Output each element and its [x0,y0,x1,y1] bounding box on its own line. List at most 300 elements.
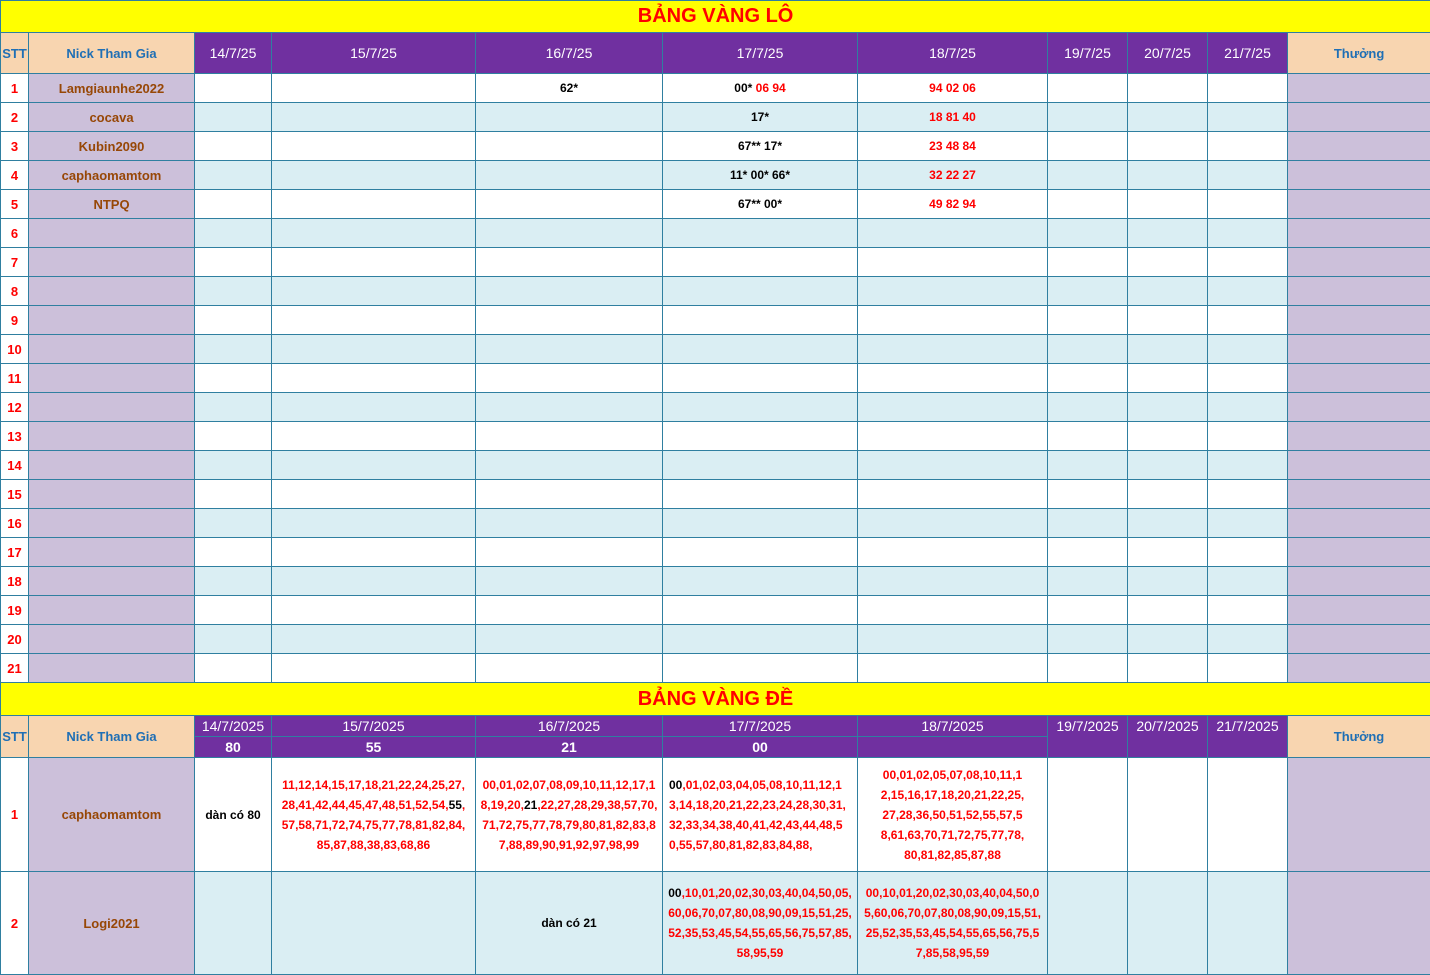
lo-table-row [1,451,1430,480]
de-cell-18: 00,10,01,20,02,30,03,40,04,50,05,60,06,70,07,80,08,90,09,15,51,25,52,35,53,45,54,55,65,56,75,57,85,58,95,59 [858,872,1048,975]
de-nick-header: Nick Tham Gia [29,716,195,758]
de-cell-16-b: ,22,27,28,29,38,57,70,71,72,75,77,78,79,80,81,82,83,87,88,89,90,91,92,97,98,99 [482,797,658,852]
lo-table-row [1,509,1430,538]
lo-cell-20 [1128,567,1208,596]
de-cell-16-hit: 21 [523,797,538,812]
lo-cell-16 [476,248,663,277]
lo-reward-cell [1288,538,1430,567]
lo-cell-19 [1048,567,1128,596]
lo-row-stt: 7 [1,248,29,277]
lo-row-stt: 17 [1,538,29,567]
lo-reward-cell [1288,509,1430,538]
lo-cell-16 [476,480,663,509]
lo-cell-20 [1128,277,1208,306]
lo-cell-21 [1208,451,1288,480]
lo-row-stt: 6 [1,219,29,248]
lo-cell-20 [1128,364,1208,393]
lo-cell-18 [858,451,1048,480]
lo-cell-16 [476,393,663,422]
lo-cell-15 [272,74,476,103]
lo-reward-cell [1288,393,1430,422]
lo-cell-16 [476,538,663,567]
lo-row-stt: 19 [1,596,29,625]
lo-row-stt: 12 [1,393,29,422]
lo-cell-14 [195,509,272,538]
lo-cell-17 [663,335,858,364]
lo-cell-17 [663,248,858,277]
de-cell-15-a: 11,12,14,15,17,18,21,22,24,25,27,28,41,42,44,45,47,48,51,52,54, [281,777,465,812]
lo-row-nick [29,480,195,509]
lo-table-row [1,654,1430,683]
lo-cell-19 [1048,393,1128,422]
lo-cell-16 [476,654,663,683]
de-cell-19 [1048,758,1128,872]
lo-cell-17-black: 11* 00* 66* [729,168,791,182]
lo-row-stt: 1 [1,74,29,103]
lo-cell-14 [195,422,272,451]
lo-cell-14 [195,364,272,393]
lo-cell-18 [858,625,1048,654]
lo-cell-19 [1048,306,1128,335]
lo-cell-21 [1208,509,1288,538]
lo-row-stt: 16 [1,509,29,538]
lo-cell-15 [272,480,476,509]
lo-row-nick: caphaomamtom [29,161,195,190]
lo-row-nick [29,538,195,567]
lo-cell-20 [1128,422,1208,451]
lo-row-stt: 20 [1,625,29,654]
lo-table-row [1,393,1430,422]
lo-cell-14 [195,567,272,596]
lo-cell-17 [663,422,858,451]
lo-cell-15 [272,596,476,625]
lo-cell-20 [1128,480,1208,509]
lo-cell-16 [476,306,663,335]
lo-cell-18 [858,596,1048,625]
de-cell-16: dàn có 21 [476,872,663,975]
lo-cell-20 [1128,393,1208,422]
de-title: BẢNG VÀNG ĐỀ [1,683,1430,716]
de-date-header: 14/7/2025 [195,716,272,737]
lo-cell-18: 49 82 94 [858,190,1048,219]
lo-cell-20 [1128,451,1208,480]
lo-cell-21 [1208,364,1288,393]
lo-cell-17 [663,538,858,567]
de-result: 00 [663,737,858,758]
lo-cell-17 [663,364,858,393]
lo-reward-cell [1288,248,1430,277]
de-result [858,737,1048,758]
lo-table-row [1,277,1430,306]
de-date-header: 15/7/2025 [272,716,476,737]
lo-table-row [1,364,1430,393]
de-cell-19 [1048,872,1128,975]
de-cell-17 [663,758,858,872]
lo-date-header: 14/7/25 [195,33,272,74]
de-cell-17-hit: 00 [668,886,682,900]
lo-cell-16 [476,219,663,248]
lo-row-nick [29,654,195,683]
lo-cell-19 [1048,190,1128,219]
lo-cell-16 [476,509,663,538]
lo-row-nick [29,567,195,596]
lo-cell-18: 94 02 06 [858,74,1048,103]
lo-cell-15 [272,567,476,596]
lo-cell-15 [272,538,476,567]
de-cell-18: 00,01,02,05,07,08,10,11,12,15,16,17,18,20,21,22,25,27,28,36,50,51,52,55,57,58,61,63,70,71,72,75,77,78,80,81,82,85,87,88 [858,758,1048,872]
de-date-header: 18/7/2025 [858,716,1048,737]
lo-cell-20 [1128,509,1208,538]
lo-cell-16 [476,132,663,161]
lo-reward-cell [1288,625,1430,654]
lo-reward-cell [1288,335,1430,364]
de-date-header: 19/7/2025 [1048,716,1128,758]
de-row-nick: Logi2021 [29,872,195,975]
lo-cell-17 [663,190,858,219]
lo-cell-17-black: 67** 00* [737,197,783,211]
lo-cell-15 [272,306,476,335]
lo-reward-cell [1288,219,1430,248]
lo-cell-19 [1048,422,1128,451]
lo-table-row [1,248,1430,277]
de-reward-cell [1288,758,1430,872]
lo-cell-21 [1208,190,1288,219]
lo-date-header: 17/7/25 [663,33,858,74]
lo-reward-cell [1288,422,1430,451]
lo-row-stt: 18 [1,567,29,596]
lo-date-header: 19/7/25 [1048,33,1128,74]
lo-cell-20 [1128,190,1208,219]
lo-row-nick [29,451,195,480]
lo-cell-17 [663,509,858,538]
lo-cell-21 [1208,393,1288,422]
lo-row-stt: 11 [1,364,29,393]
lo-cell-15 [272,103,476,132]
lo-cell-17 [663,277,858,306]
lo-cell-14 [195,132,272,161]
lo-cell-14 [195,480,272,509]
lo-cell-17 [663,393,858,422]
lo-cell-21 [1208,103,1288,132]
lo-cell-21 [1208,132,1288,161]
lo-reward-cell [1288,451,1430,480]
lo-cell-17 [663,654,858,683]
lo-stt-header: STT [1,33,29,74]
lo-row-nick [29,422,195,451]
lo-row-stt: 4 [1,161,29,190]
lo-table-row [1,219,1430,248]
lo-cell-20 [1128,335,1208,364]
de-row-stt: 2 [1,872,29,975]
lo-cell-19 [1048,596,1128,625]
lo-cell-17 [663,219,858,248]
lo-date-header: 16/7/25 [476,33,663,74]
lo-table-row [1,625,1430,654]
lo-row-stt: 5 [1,190,29,219]
lo-cell-17 [663,596,858,625]
lo-table-row [1,306,1430,335]
lo-cell-18 [858,538,1048,567]
lo-cell-14 [195,596,272,625]
de-reward-header: Thưởng [1288,716,1430,758]
lo-reward-cell [1288,596,1430,625]
lo-cell-17 [663,451,858,480]
lo-row-stt: 9 [1,306,29,335]
de-table [0,682,1430,975]
lo-cell-18 [858,654,1048,683]
de-cell-17 [663,872,858,975]
lo-cell-18 [858,335,1048,364]
lo-cell-21 [1208,277,1288,306]
lo-reward-cell [1288,654,1430,683]
lo-cell-14 [195,306,272,335]
lo-cell-14 [195,103,272,132]
lo-cell-20 [1128,625,1208,654]
lo-row-stt: 21 [1,654,29,683]
lo-cell-15 [272,422,476,451]
lo-table-row [1,161,1430,190]
lo-cell-19 [1048,509,1128,538]
de-date-header: 21/7/2025 [1208,716,1288,758]
lo-cell-19 [1048,480,1128,509]
lo-cell-19 [1048,132,1128,161]
lo-cell-18 [858,277,1048,306]
de-cell-16 [476,758,663,872]
lo-date-header: 18/7/25 [858,33,1048,74]
lo-cell-16 [476,422,663,451]
lo-cell-17 [663,132,858,161]
lo-cell-19 [1048,451,1128,480]
lo-table-row [1,74,1430,103]
lo-cell-16 [476,596,663,625]
lo-row-nick: Lamgiaunhe2022 [29,74,195,103]
lo-table-row [1,538,1430,567]
lo-cell-19 [1048,538,1128,567]
lo-row-nick: cocava [29,103,195,132]
lo-cell-18 [858,480,1048,509]
lo-cell-15 [272,248,476,277]
lo-table-row [1,480,1430,509]
lo-title: BẢNG VÀNG LÔ [1,1,1430,33]
lo-cell-16 [476,103,663,132]
lo-cell-21 [1208,567,1288,596]
lo-cell-20 [1128,248,1208,277]
de-result: 21 [476,737,663,758]
lo-cell-21 [1208,422,1288,451]
lo-reward-cell [1288,306,1430,335]
lo-reward-cell [1288,277,1430,306]
lo-date-header: 21/7/25 [1208,33,1288,74]
lo-cell-20 [1128,103,1208,132]
lo-cell-17 [663,74,858,103]
lo-row-stt: 15 [1,480,29,509]
lo-reward-cell [1288,132,1430,161]
lo-cell-14 [195,625,272,654]
lo-row-nick [29,306,195,335]
lo-row-nick [29,248,195,277]
lo-row-stt: 13 [1,422,29,451]
lo-cell-15 [272,654,476,683]
lo-row-stt: 3 [1,132,29,161]
lo-table-row [1,190,1430,219]
lo-table-row [1,596,1430,625]
lo-reward-header: Thưởng [1288,33,1430,74]
lo-cell-19 [1048,74,1128,103]
lo-cell-14 [195,190,272,219]
lo-cell-17-black: 67** 17* [737,139,783,153]
lo-cell-18 [858,364,1048,393]
lo-cell-21 [1208,335,1288,364]
lo-table-row [1,335,1430,364]
lo-cell-14 [195,248,272,277]
lo-cell-15 [272,132,476,161]
lo-cell-18 [858,248,1048,277]
lo-cell-16 [476,161,663,190]
lo-cell-19 [1048,625,1128,654]
lo-reward-cell [1288,567,1430,596]
lo-cell-21 [1208,306,1288,335]
lo-cell-17-black: 17* [750,110,770,124]
de-date-header: 20/7/2025 [1128,716,1208,758]
lo-cell-19 [1048,364,1128,393]
lo-cell-16 [476,277,663,306]
lo-cell-16 [476,190,663,219]
lo-row-nick [29,393,195,422]
lo-cell-18 [858,219,1048,248]
lo-cell-16 [476,335,663,364]
lo-cell-19 [1048,277,1128,306]
lo-row-nick [29,335,195,364]
de-cell-14: dàn có 80 [195,758,272,872]
lo-cell-15 [272,190,476,219]
lo-cell-15 [272,277,476,306]
lo-cell-20 [1128,654,1208,683]
lo-cell-19 [1048,161,1128,190]
lo-cell-17 [663,306,858,335]
lo-cell-18: 18 81 40 [858,103,1048,132]
de-cell-15-hit: 55 [448,797,462,812]
lo-reward-cell [1288,103,1430,132]
lo-cell-20 [1128,219,1208,248]
de-cell-15 [272,872,476,975]
de-cell-17-b: ,10,01,20,02,30,03,40,04,50,05,60,06,70,07,80,08,90,09,15,51,25,52,35,53,45,54,55,65,56,75,57,85,58,95,59 [668,886,852,960]
lo-cell-16 [476,625,663,654]
lo-cell-15 [272,219,476,248]
lo-cell-19 [1048,248,1128,277]
lo-cell-17-red: 06 94 [755,81,786,95]
lo-cell-17 [663,567,858,596]
de-cell-21 [1208,758,1288,872]
lo-row-nick [29,219,195,248]
lo-table-row [1,567,1430,596]
lo-cell-15 [272,335,476,364]
lo-cell-14 [195,654,272,683]
de-stt-header: STT [1,716,29,758]
lo-row-stt: 8 [1,277,29,306]
de-cell-17-hit: 00 [669,777,683,792]
lo-cell-15 [272,509,476,538]
lo-cell-15 [272,393,476,422]
lo-cell-19 [1048,654,1128,683]
lo-cell-14 [195,335,272,364]
lo-cell-21 [1208,596,1288,625]
lo-cell-18: 32 22 27 [858,161,1048,190]
lo-cell-19 [1048,219,1128,248]
de-date-header: 17/7/2025 [663,716,858,737]
lo-cell-16: 62* [476,74,663,103]
lo-cell-18 [858,306,1048,335]
lo-cell-21 [1208,248,1288,277]
lo-row-nick [29,509,195,538]
de-result: 80 [195,737,272,758]
lo-row-nick [29,596,195,625]
lo-cell-15 [272,451,476,480]
lo-cell-21 [1208,538,1288,567]
lo-row-nick: NTPQ [29,190,195,219]
lo-cell-14 [195,219,272,248]
lo-cell-20 [1128,596,1208,625]
lo-cell-21 [1208,219,1288,248]
lo-cell-15 [272,161,476,190]
lo-cell-15 [272,364,476,393]
lo-row-stt: 14 [1,451,29,480]
lo-cell-16 [476,364,663,393]
lo-cell-21 [1208,74,1288,103]
lo-date-header: 20/7/25 [1128,33,1208,74]
lo-reward-cell [1288,364,1430,393]
lo-cell-17 [663,625,858,654]
lo-reward-cell [1288,480,1430,509]
lo-date-header: 15/7/25 [272,33,476,74]
lo-row-nick [29,364,195,393]
lo-cell-19 [1048,335,1128,364]
lo-cell-17 [663,103,858,132]
lo-cell-18 [858,393,1048,422]
de-cell-15 [272,758,476,872]
lo-cell-16 [476,451,663,480]
de-cell-15-b: ,57,58,71,72,74,75,77,78,81,82,84,85,87,88,38,83,68,86 [281,797,466,852]
lo-reward-cell [1288,161,1430,190]
lo-cell-14 [195,161,272,190]
de-reward-cell [1288,872,1430,975]
lo-row-nick: Kubin2090 [29,132,195,161]
de-cell-21 [1208,872,1288,975]
de-date-header: 16/7/2025 [476,716,663,737]
lo-cell-16 [476,567,663,596]
lo-reward-cell [1288,74,1430,103]
lo-cell-17-black: 00* [734,81,753,95]
lo-cell-21 [1208,625,1288,654]
de-cell-16-a: 00,01,02,07,08,09,10,11,12,17,18,19,20, [480,777,656,812]
lo-cell-19 [1048,103,1128,132]
lo-cell-20 [1128,132,1208,161]
lo-cell-14 [195,74,272,103]
lo-table-row [1,422,1430,451]
lo-cell-18: 23 48 84 [858,132,1048,161]
lo-row-stt: 2 [1,103,29,132]
lo-cell-14 [195,393,272,422]
lo-cell-14 [195,451,272,480]
de-cell-14 [195,872,272,975]
lo-cell-20 [1128,538,1208,567]
lo-table-row [1,103,1430,132]
lo-cell-18 [858,422,1048,451]
lo-cell-14 [195,538,272,567]
lo-table-row [1,132,1430,161]
lo-cell-17 [663,161,858,190]
lo-cell-21 [1208,654,1288,683]
lo-cell-17 [663,480,858,509]
